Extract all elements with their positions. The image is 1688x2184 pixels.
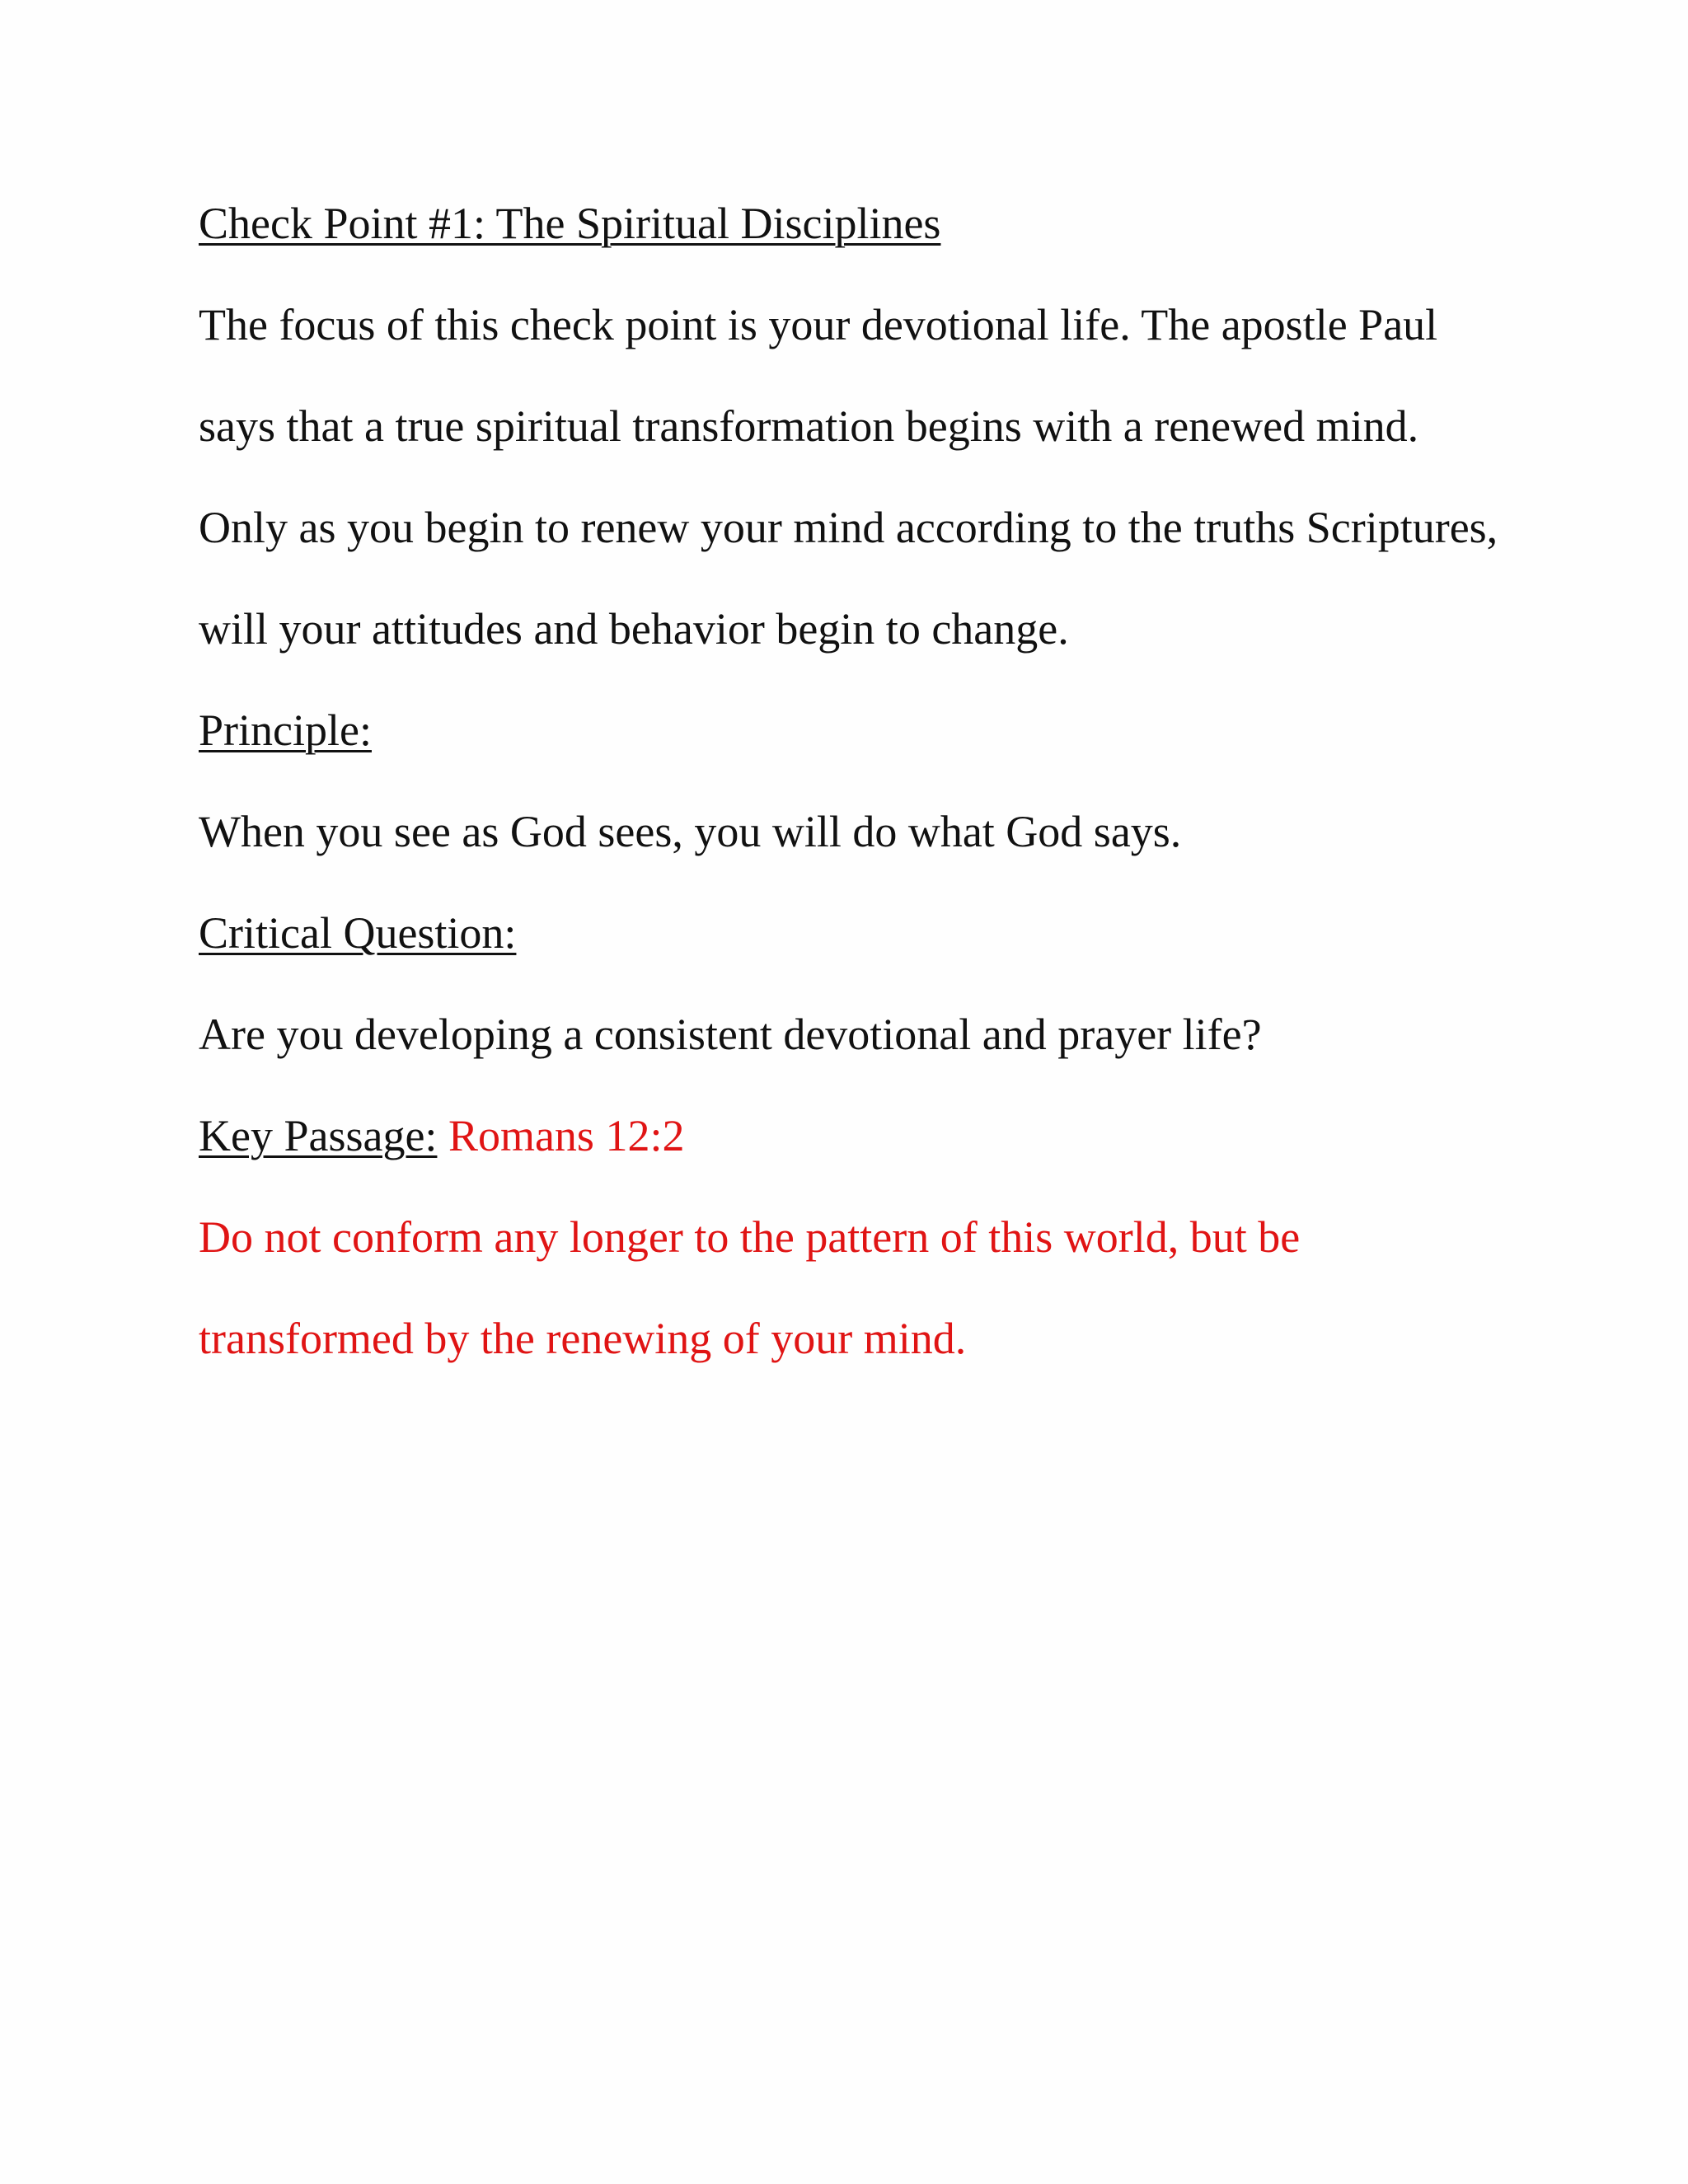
key-passage-reference: Romans 12:2 (448, 1111, 685, 1160)
key-passage-line (199, 1094, 1600, 1195)
key-passage-label: Key Passage: (199, 1111, 438, 1160)
principle-label: Principle: (199, 705, 372, 755)
critical-question-label: Critical Question: (199, 908, 517, 958)
intro-line-1: The focus of this check point is your devotional life. The apostle Paul (199, 300, 1438, 349)
document-body (199, 181, 1600, 1398)
intro-line-4: will your attitudes and behavior begin to change. (199, 604, 1069, 654)
principle-label-line (199, 688, 1600, 790)
intro-line-2: says that a true spiritual transformation begins with a renewed mind. (199, 401, 1419, 451)
verse-line-1: Do not conform any longer to the pattern of this world, but be (199, 1212, 1301, 1262)
verse-line-2: transformed by the renewing of your mind. (199, 1314, 967, 1363)
heading-line (199, 181, 1600, 283)
document-heading: Check Point #1: The Spiritual Disciplines (199, 199, 941, 248)
intro-line-3: Only as you begin to renew your mind according to the truths Scriptures, (199, 503, 1498, 552)
critical-question-text: Are you developing a consistent devotional and prayer life? (199, 1010, 1262, 1059)
critical-question-label-line (199, 891, 1600, 992)
principle-text: When you see as God sees, you will do what God says. (199, 807, 1182, 856)
